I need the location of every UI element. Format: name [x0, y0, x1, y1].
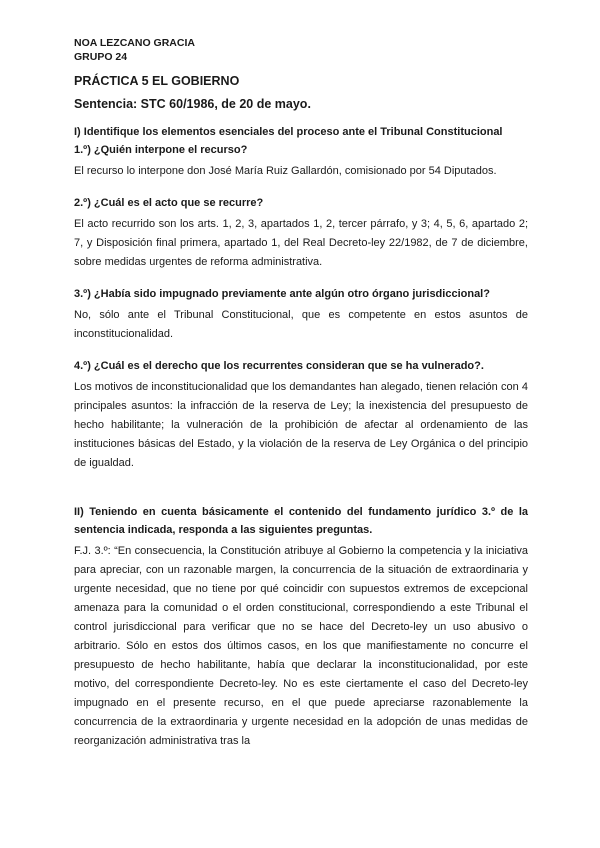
question-1: 1.º) ¿Quién interpone el recurso? [74, 144, 248, 156]
question-3: 3.º) ¿Había sido impugnado previamente ante algún otro órgano jurisdiccional? [74, 288, 490, 300]
sentence-reference: Sentencia: STC 60/1986, de 20 de mayo. [74, 97, 311, 111]
answer-4: Los motivos de inconstitucionalidad que los demandantes han alegado, tienen relación con 4 principales asuntos: la infracción de la reserva de Ley; la inexistencia del presupuesto de hecho habilitante; la vulneración de la prohibición de afectar al ordenamiento de las instituciones básicas del Estado, y la violación de la reserva de Ley Orgánica o del principio de igualdad. [74, 381, 528, 469]
document-title: PRÁCTICA 5 EL GOBIERNO [74, 74, 240, 88]
question-2: 2.º) ¿Cuál es el acto que se recurre? [74, 197, 264, 209]
group-label: GRUPO 24 [74, 51, 128, 63]
document-page [74, 36, 528, 751]
section-2-heading: II) Teniendo en cuenta básicamente el contenido del fundamento jurídico 3.º de la sentencia indicada, responda a las siguientes preguntas. [74, 506, 528, 536]
section-1-heading: I) Identifique los elementos esenciales del proceso ante el Tribunal Constitucional [74, 126, 503, 138]
answer-1: El recurso lo interpone don José María Ruiz Gallardón, comisionado por 54 Diputados. [74, 165, 497, 177]
answer-3: No, sólo ante el Tribunal Constitucional, que es competente en estos asuntos de inconstitucionalidad. [74, 309, 528, 340]
author-name: NOA LEZCANO GRACIA [74, 37, 195, 49]
question-4: 4.º) ¿Cuál es el derecho que los recurrentes consideran que se ha vulnerado?. [74, 360, 484, 372]
legal-basis-quote: F.J. 3.º: “En consecuencia, la Constitución atribuye al Gobierno la competencia y la iniciativa para apreciar, con un razonable margen, la concurrencia de la situación de extraordinaria y urgente necesidad, que no tiene por qué coincidir con supuestos extremos de excepcional amenaza para la comunidad o el orden constitucional, correspondiendo a este Tribunal el control jurisdiccional para verificar que no se hace del Decreto-ley un uso abusivo o arbitrario. Sólo en estos dos últimos casos, en los que manifiestamente no concurre el presupuesto de hecho habilitante, había que declarar la inconstitucionalidad, por este motivo, del correspondiente Decreto-ley. No es este ciertamente el caso del Decreto-ley impugnado en el presente recurso, en el que puede apreciarse razonablemente la concurrencia de la extraordinaria y urgente necesidad en la adopción de unas medidas de reorganización administrativa tras la [74, 545, 528, 747]
answer-2: El acto recurrido son los arts. 1, 2, 3, apartados 1, 2, tercer párrafo, y 3; 4, 5, 6, apartado 2; 7, y Disposición final primera, apartado 1, del Real Decreto-ley 22/1982, de 7 de diciembre, sobre medidas urgentes de reforma administrativa. [74, 218, 528, 268]
